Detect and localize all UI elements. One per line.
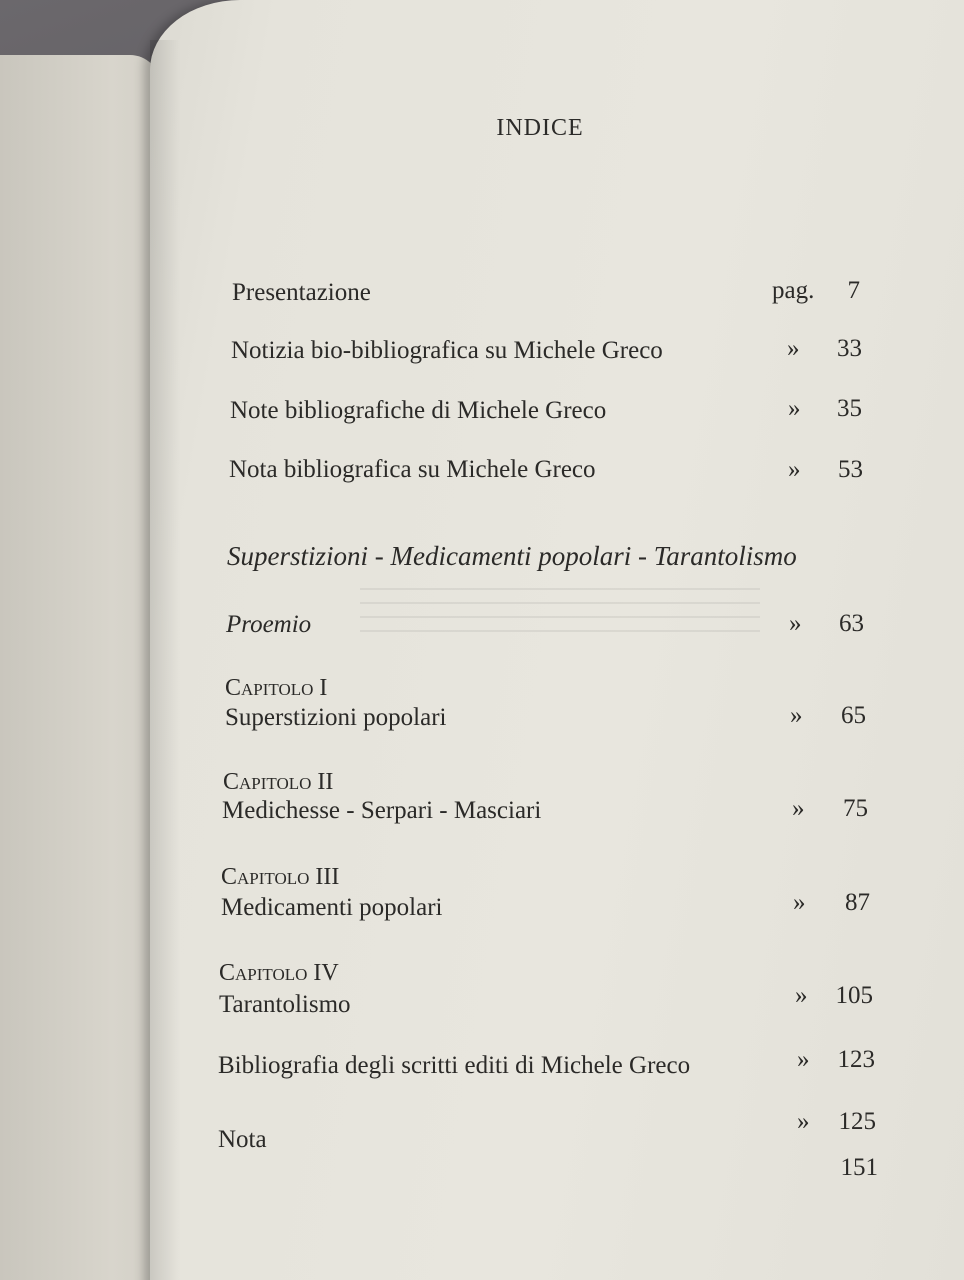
chapter-label: Capitolo IV xyxy=(219,960,339,986)
chapter-label: Capitolo II xyxy=(223,769,334,795)
chapter-label: Capitolo I xyxy=(225,675,328,701)
chapter-title: Superstizioni popolari xyxy=(225,704,447,731)
toc-entry-page: 7 xyxy=(847,277,860,304)
chapter-title: Medicamenti popolari xyxy=(221,894,443,921)
toc-entry-page: 35 xyxy=(837,395,862,422)
toc-entry-page: 53 xyxy=(838,456,863,483)
toc-entry-page: 123 xyxy=(837,1046,875,1073)
toc-entry-title: Bibliografia degli scritti editi di Michele Greco xyxy=(218,1052,691,1079)
toc-entry-title: Note bibliografiche di Michele Greco xyxy=(230,397,607,424)
show-through-text xyxy=(360,588,760,636)
chapter-title: Tarantolismo xyxy=(219,991,351,1018)
toc-entry-marker: » xyxy=(792,795,805,822)
toc-entry-marker: » xyxy=(789,610,802,637)
toc-entry-title: Nota bibliografica su Michele Greco xyxy=(229,456,596,483)
toc-entry-page: 65 xyxy=(841,702,866,729)
toc-entry-title: Presentazione xyxy=(232,279,371,306)
final-page-number: 151 xyxy=(840,1154,878,1181)
toc-entry-page: 75 xyxy=(843,795,868,822)
toc-entry-marker: » xyxy=(795,982,808,1009)
toc-entry-page: 87 xyxy=(845,889,870,916)
toc-entry-marker: » xyxy=(797,1046,810,1073)
toc-entry-marker: » xyxy=(797,1108,810,1135)
left-page-edge xyxy=(0,55,160,1280)
section-heading: Superstizioni - Medicamenti popolari - Tarantolismo xyxy=(227,541,797,571)
book-page xyxy=(150,0,964,1280)
toc-entry-page: 125 xyxy=(838,1108,876,1135)
toc-entry-page: 105 xyxy=(835,982,873,1009)
toc-entry-title: Proemio xyxy=(226,611,312,638)
page-gutter-shadow xyxy=(150,40,180,1280)
toc-entry-page: 63 xyxy=(839,610,864,637)
toc-entry-marker: » xyxy=(790,702,803,729)
chapter-label: Capitolo III xyxy=(221,864,340,890)
toc-entry-title: Nota xyxy=(218,1126,267,1153)
toc-entry-marker: » xyxy=(788,395,801,422)
toc-entry-marker: pag. xyxy=(772,277,815,304)
toc-entry-title: Notizia bio-bibliografica su Michele Greco xyxy=(231,337,663,364)
toc-entry-marker: » xyxy=(788,456,801,483)
toc-entry-marker: » xyxy=(793,889,806,916)
page-title: INDICE xyxy=(496,115,584,141)
toc-entry-page: 33 xyxy=(837,335,862,362)
toc-entry-marker: » xyxy=(787,335,800,362)
chapter-title: Medichesse - Serpari - Masciari xyxy=(222,797,542,824)
